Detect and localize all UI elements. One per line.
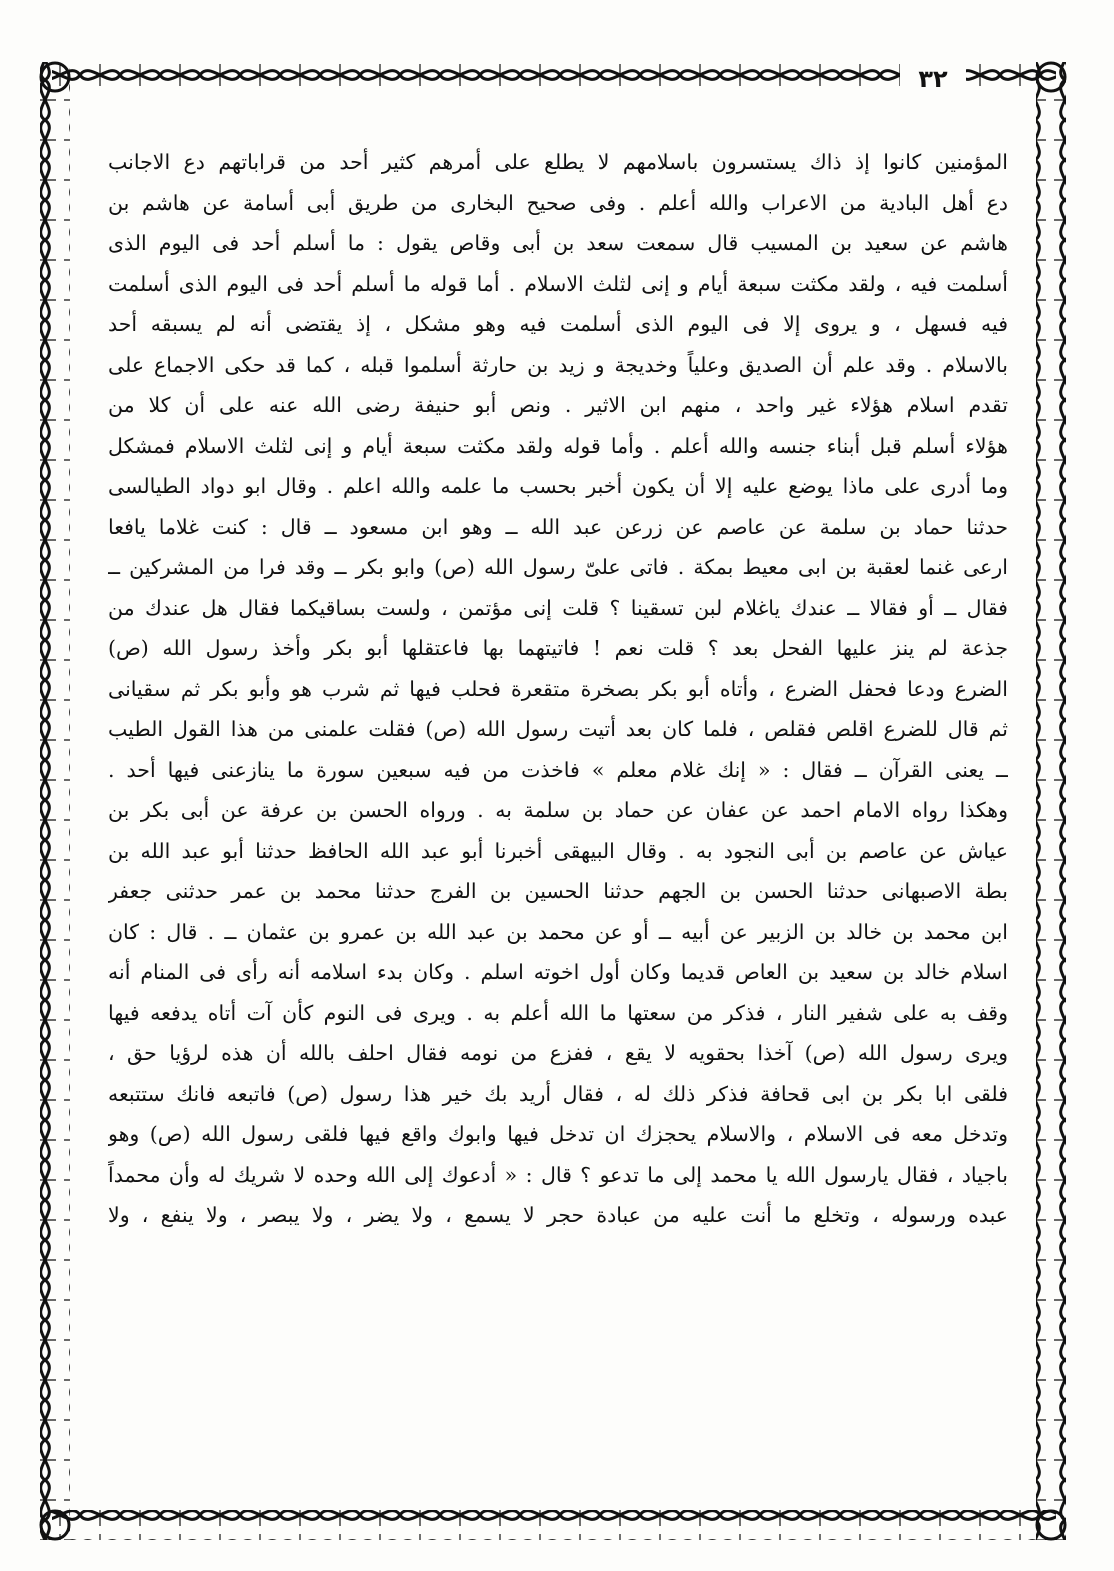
text-line: ارعى غنما لعقبة بن ابى معيط بمكة . فاتى علىّ رسول الله (ص) وابو بكر ــ وقد فرا من المشركين ــ	[108, 555, 1008, 579]
body-text	[108, 142, 1008, 1502]
text-line: فيه فسهل ، و يروى إلا فى اليوم الذى أسلمت فيه وهو مشكل ، إذ يقتضى أنه لم يسبقه أحد	[108, 312, 1008, 336]
text-line: حدثنا حماد بن سلمة عن عاصم عن زرعن عبد الله ــ وهو ابن مسعود ــ قال : كنت غلاما يافعا	[108, 514, 1008, 539]
text-line: تقدم اسلام هؤلاء غير واحد ، منهم ابن الاثير . ونص أبو حنيفة رضى الله عنه على أن كلا من	[108, 393, 1008, 417]
text-line: الضرع ودعا فحفل الضرع ، وأتاه أبو بكر بصخرة متقعرة فحلب فيها ثم شرب هو وأبو بكر ثم سقيانى	[108, 676, 1008, 701]
text-line: ــ يعنى القرآن ــ فقال : « إنك غلام معلم » فاخذت من فيه سبعين سورة ما ينازعنى فيها أحد .	[108, 757, 1008, 782]
text-line: وما أدرى على ماذا يوضع عليه إلا أن يكون أخبر بحسب ما علمه والله اعلم . وقال ابو دواد الطيالسى	[108, 474, 1008, 498]
text-line: بطة الاصبهانى حدثنا الحسن بن الجهم حدثنا الحسين بن الفرج حدثنا محمد بن عمر حدثنى جعفر	[108, 879, 1008, 903]
text-line: وقف به على شفير النار ، فذكر من سعتها ما الله أعلم به . ويرى فى النوم كأن آت أتاه يدفعه فيها	[108, 1000, 1008, 1025]
text-line: باجياد ، فقال يارسول الله يا محمد إلى ما تدعو ؟ قال : « أدعوك إلى الله وحده لا شريك له وأن محمداً	[108, 1162, 1008, 1187]
page-number: ٣٢	[900, 64, 966, 94]
text-line: فقال ــ أو فقالا ــ عندك ياغلام لبن تسقينا ؟ قلت إنى مؤتمن ، ولست بساقيكما فقال هل عندك من	[108, 595, 1008, 620]
text-line: دع أهل البادية من الاعراب والله أعلم . وفى صحيح البخارى من طريق أبى أسامة عن هاشم بن	[108, 190, 1008, 215]
text-line: وتدخل معه فى الاسلام ، والاسلام يحجزك ان تدخل فيها وابوك واقع فيها فلقى رسول الله (ص) وهو	[108, 1122, 1008, 1146]
text-line: عبده ورسوله ، وتخلع ما أنت عليه من عبادة حجر لا يسمع ، ولا يضر ، ولا يبصر ، ولا ينفع ، ولا	[108, 1203, 1008, 1227]
text-line: بالاسلام . وقد علم أن الصديق وعلياً وخديجة و زيد بن حارثة أسلموا قبله ، كما قد حكى الاجماع على	[108, 352, 1008, 377]
text-line: المؤمنين كانوا إذ ذاك يستسرون باسلامهم لا يطلع على أمرهم كثير أحد من قراباتهم دع الاجانب	[108, 150, 1008, 174]
text-line: هاشم عن سعيد بن المسيب قال سمعت سعد بن أبى وقاص يقول : ما أسلم أحد فى اليوم الذى	[108, 231, 1008, 255]
text-line: هؤلاء أسلم قبل أبناء جنسه والله أعلم . وأما قوله ولقد مكثت سبعة أيام و إنى لثلث الاسلام فمشكل	[108, 433, 1008, 458]
text-line: اسلام خالد بن سعيد بن العاص قديما وكان أول اخوته اسلم . وكان بدء اسلامه أنه رأى فى المنام أنه	[108, 960, 1008, 984]
text-line: ابن محمد بن خالد بن الزبير عن أبيه ــ أو عن محمد بن عبد الله بن عمرو بن عثمان ــ . قال : كان	[108, 919, 1008, 944]
text-line: جذعة لم ينز عليها الفحل بعد ؟ قلت نعم ! فاتيتهما بها فاعتقلها أبو بكر وأخذ رسول الله (ص)	[108, 636, 1008, 660]
text-line: ثم قال للضرع اقلص فقلص ، فلما كان بعد أتيت رسول الله (ص) فقلت علمنى من هذا القول الطيب	[108, 717, 1008, 741]
text-line: وهكذا رواه الامام احمد عن عفان عن حماد بن سلمة به . ورواه الحسن بن عرفة عن أبى بكر بن	[108, 798, 1008, 822]
text-line: عياش عن عاصم بن أبى النجود به . وقال البيهقى أخبرنا أبو عبد الله الحافظ حدثنا أبو عبد الله بن	[108, 838, 1008, 863]
text-line: ويرى رسول الله (ص) آخذا بحقويه لا يقع ، ففزع من نومه فقال احلف بالله أن هذه لرؤيا حق ،	[108, 1041, 1008, 1065]
text-line: فلقى ابا بكر بن ابى قحافة فذكر ذلك له ، فقال أريد بك خير هذا رسول (ص) فاتبعه فانك ستتبعه	[108, 1081, 1008, 1106]
text-line: أسلمت فيه ، ولقد مكثت سبعة أيام و إنى لثلث الاسلام . أما قوله ما أسلم أحد فى اليوم الذى أسلمت	[108, 271, 1008, 296]
